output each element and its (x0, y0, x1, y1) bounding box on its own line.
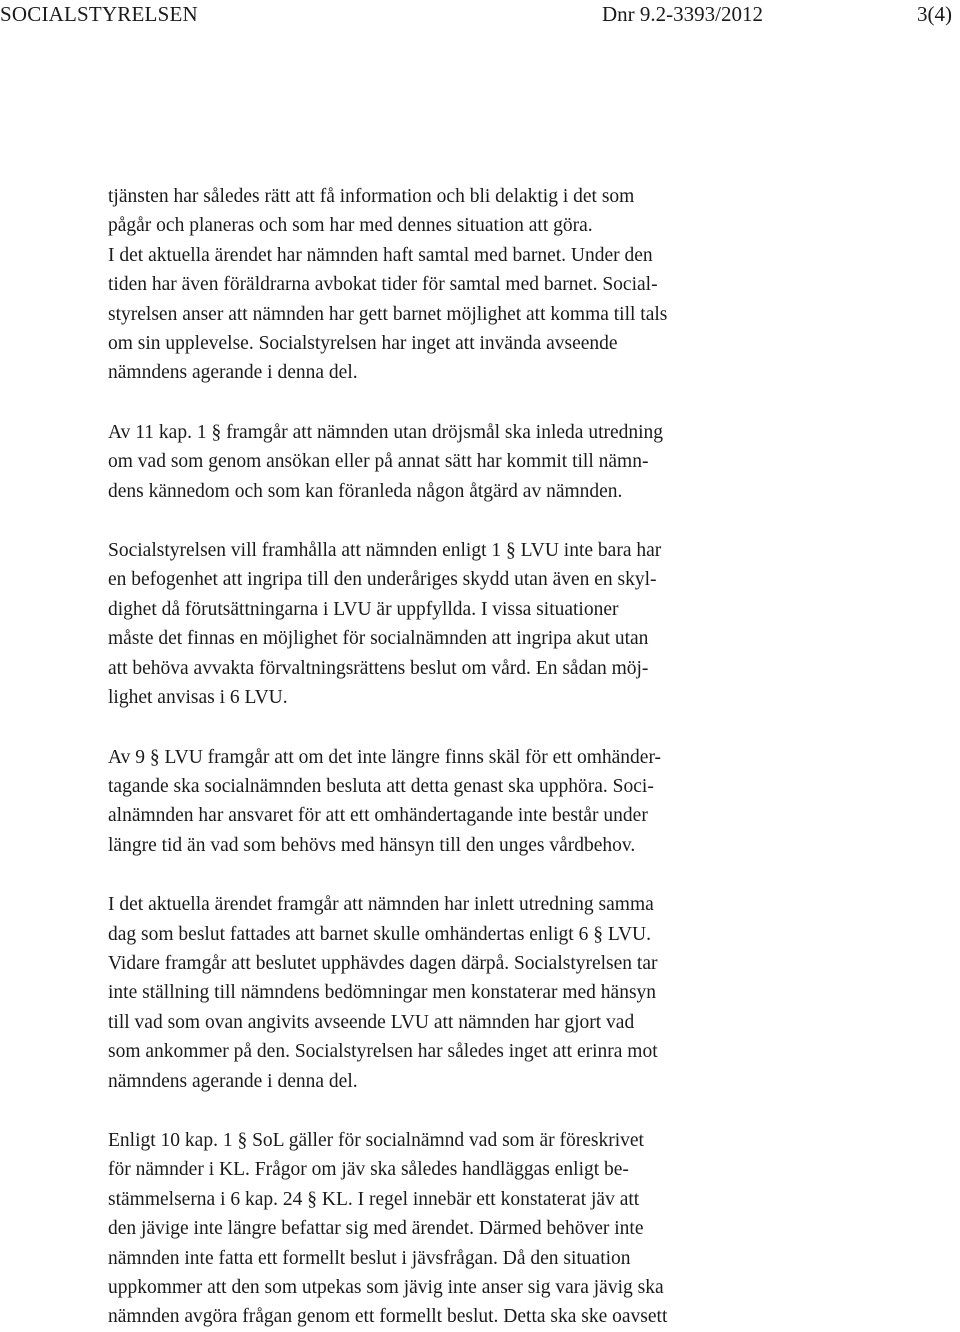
text-line: till vad som ovan angivits avseende LVU att nämnden har gjort vad (108, 1011, 635, 1033)
text-line: inte ställning till nämndens bedömningar men konstaterar med hänsyn (108, 982, 657, 1004)
text-line: dens kännedom och som kan föranleda någon åtgärd av nämnden. (108, 480, 623, 502)
text-line: nämnden inte fatta ett formellt beslut i jävsfrågan. Då den situation (108, 1247, 631, 1269)
text-line: Socialstyrelsen vill framhålla att nämnden enligt 1 § LVU inte bara har (108, 540, 662, 562)
text-line: dighet då förutsättningarna i LVU är uppfyllda. I vissa situationer (108, 598, 619, 620)
text-line: styrelsen anser att nämnden har gett barnet möjlighet att komma till tals (108, 303, 668, 325)
text-line: att behöva avvakta förvaltningsrättens beslut om vård. En sådan möj- (108, 657, 649, 679)
text-line: I det aktuella ärendet framgår att nämnden har inlett utredning samma (108, 894, 654, 916)
text-line: Enligt 10 kap. 1 § SoL gäller för socialnämnd vad som är föreskrivet (108, 1129, 644, 1151)
paragraph (108, 890, 748, 1096)
paragraph (108, 536, 748, 712)
text-line: Vidare framgår att beslutet upphävdes dagen därpå. Socialstyrelsen tar (108, 952, 658, 974)
text-line: stämmelserna i 6 kap. 24 § KL. I regel innebär ett konstaterat jäv att (108, 1188, 640, 1210)
text-line: för nämnder i KL. Frågor om jäv ska således handläggas enligt be- (108, 1159, 629, 1181)
text-line: om vad som genom ansökan eller på annat sätt har kommit till nämn- (108, 451, 649, 473)
document-body (108, 182, 748, 1332)
text-line: uppkommer att den som utpekas som jävig inte anser sig vara jävig ska (108, 1277, 664, 1298)
text-line: som ankommer på den. Socialstyrelsen har således inget att erinra mot (108, 1041, 658, 1063)
text-line: Av 9 § LVU framgår att om det inte längre finns skäl för ett omhänder- (108, 746, 662, 768)
text-line: nämndens agerande i denna del. (108, 1070, 358, 1092)
page-header (0, 2, 960, 32)
text-line: tiden har även föräldrarna avbokat tider för samtal med barnet. Social- (108, 274, 658, 296)
text-line: I det aktuella ärendet har nämnden haft samtal med barnet. Under den (108, 244, 653, 266)
paragraph (108, 182, 748, 388)
text-line: den jävige inte längre befattar sig med ärendet. Därmed behöver inte (108, 1218, 644, 1240)
organization-name: SOCIALSTYRELSEN (0, 2, 198, 26)
text-line: nämndens agerande i denna del. (108, 362, 358, 384)
text-line: en befogenhet att ingripa till den underåriges skydd utan även en skyl- (108, 569, 657, 591)
text-line: alnämnden har ansvaret för att ett omhändertagande inte består under (108, 805, 648, 827)
text-line: tagande ska socialnämnden besluta att detta genast ska upphöra. Soci- (108, 775, 654, 797)
text-line: pågår och planeras och som har med dennes situation att göra. (108, 215, 593, 237)
text-line: måste det finnas en möjlighet för socialnämnden att ingripa akut utan (108, 628, 649, 650)
paragraph (108, 743, 748, 861)
diary-number: Dnr 9.2-3393/2012 (602, 2, 763, 26)
text-line: lighet anvisas i 6 LVU. (108, 687, 288, 709)
text-line: Av 11 kap. 1 § framgår att nämnden utan dröjsmål ska inleda utredning (108, 421, 664, 443)
text-line: nämnden avgöra frågan genom ett formellt beslut. Detta ska ske oavsett (108, 1306, 668, 1328)
paragraph (108, 1126, 748, 1332)
text-line: längre tid än vad som behövs med hänsyn till den unges vårdbehov. (108, 834, 636, 856)
page-indicator: 3(4) (917, 2, 952, 26)
paragraph (108, 418, 748, 506)
text-line: tjänsten har således rätt att få information och bli delaktig i det som (108, 186, 635, 207)
text-line: om sin upplevelse. Socialstyrelsen har inget att invända avseende (108, 333, 618, 355)
text-line: dag som beslut fattades att barnet skulle omhändertas enligt 6 § LVU. (108, 923, 651, 945)
